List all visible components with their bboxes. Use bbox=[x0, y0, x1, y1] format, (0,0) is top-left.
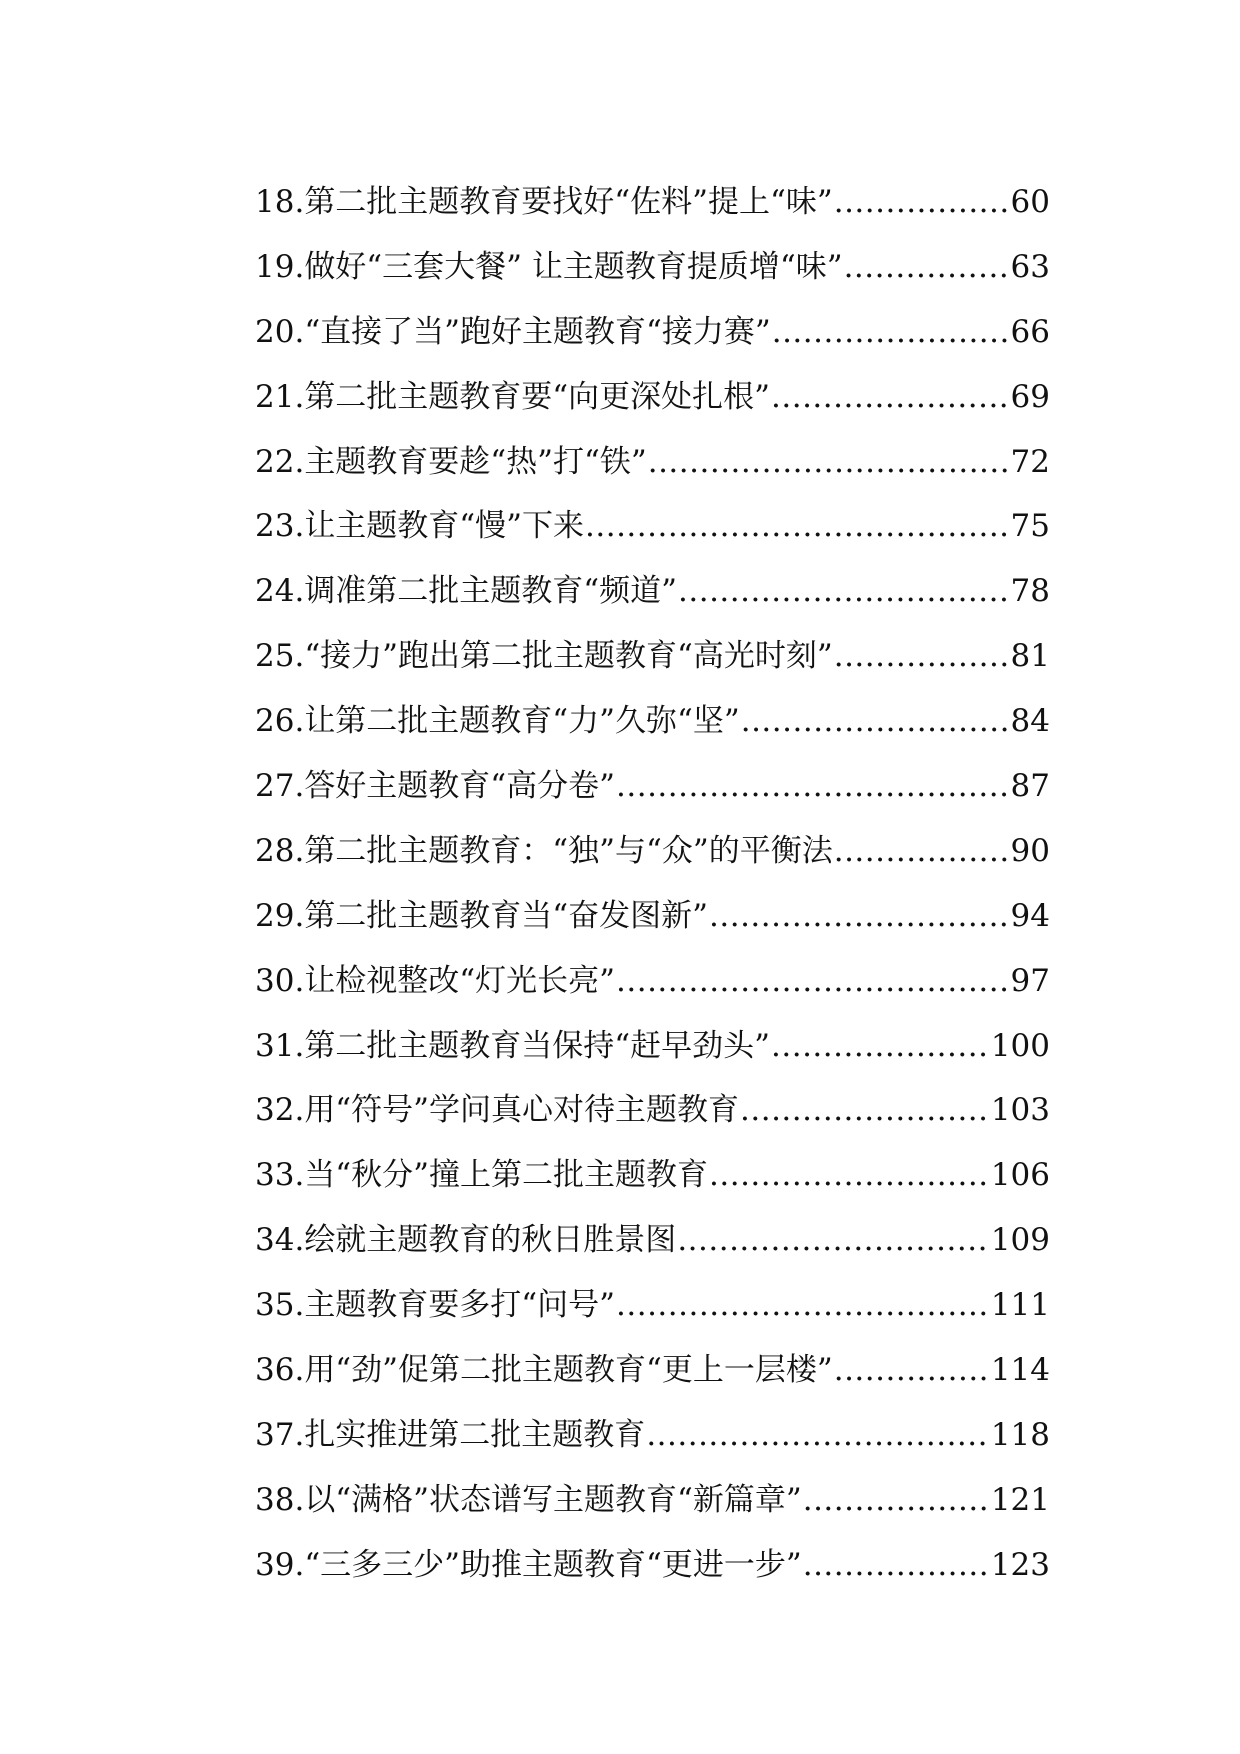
toc-dot-leader bbox=[616, 1273, 990, 1338]
toc-entry[interactable] bbox=[255, 1143, 1050, 1208]
toc-entry-page-number: 111 bbox=[990, 1287, 1050, 1324]
toc-entry-page-number: 106 bbox=[990, 1157, 1050, 1194]
toc-entry-page-number: 72 bbox=[1010, 443, 1050, 480]
toc-dot-leader bbox=[834, 819, 1010, 884]
toc-entry-page-number: 69 bbox=[1010, 378, 1050, 415]
toc-entry-title: 主题教育要趁“热”打“铁” bbox=[304, 443, 647, 480]
toc-entry[interactable] bbox=[255, 1078, 1050, 1143]
toc-entry-number: 30. bbox=[255, 962, 305, 999]
toc-entry[interactable] bbox=[255, 624, 1050, 689]
toc-entry-title: 第二批主题教育要找好“佐料”提上“味” bbox=[304, 184, 833, 220]
toc-dot-leader bbox=[803, 1533, 990, 1598]
toc-entry-title: 做好“三套大餐” 让主题教育提质增“味” bbox=[304, 248, 843, 285]
toc-entry-page-number: 81 bbox=[1010, 638, 1050, 675]
toc-entry-title: 用“符号”学问真心对待主题教育 bbox=[304, 1092, 740, 1129]
toc-entry[interactable] bbox=[255, 689, 1050, 754]
toc-entry-number: 36. bbox=[255, 1352, 305, 1389]
toc-entry[interactable] bbox=[255, 1403, 1050, 1468]
toc-entry-title: 答好主题教育“高分卷” bbox=[304, 768, 616, 805]
toc-entry-number: 23. bbox=[255, 508, 305, 545]
toc-entry-title: “接力”跑出第二批主题教育“高光时刻” bbox=[304, 638, 833, 675]
toc-entry-number: 22. bbox=[255, 443, 305, 480]
toc-entry-title: 当“秋分”撞上第二批主题教育 bbox=[304, 1157, 709, 1194]
toc-entry[interactable] bbox=[255, 754, 1050, 819]
toc-entry-page-number: 84 bbox=[1010, 703, 1050, 740]
toc-entry-title: 第二批主题教育当保持“赶早劲头” bbox=[304, 1027, 771, 1064]
toc-entry-number: 19. bbox=[255, 248, 305, 285]
toc-entry-number: 38. bbox=[255, 1481, 305, 1518]
toc-entry-number: 29. bbox=[255, 897, 305, 934]
toc-entry-page-number: 60 bbox=[1010, 184, 1050, 220]
toc-entry-page-number: 90 bbox=[1010, 832, 1050, 869]
toc-entry[interactable] bbox=[255, 559, 1050, 624]
toc-entry[interactable] bbox=[255, 1208, 1050, 1273]
toc-dot-leader bbox=[648, 430, 1010, 495]
toc-entry[interactable] bbox=[255, 300, 1050, 365]
toc-entry-page-number: 123 bbox=[990, 1546, 1050, 1583]
toc-dot-leader bbox=[803, 1468, 990, 1533]
toc-entry-title: 让第二批主题教育“力”久弥“坚” bbox=[304, 703, 740, 740]
toc-entry[interactable] bbox=[255, 1468, 1050, 1533]
toc-entry[interactable] bbox=[255, 1338, 1050, 1403]
toc-entry-number: 21. bbox=[255, 378, 305, 415]
toc-entry[interactable] bbox=[255, 1533, 1050, 1598]
toc-entry-page-number: 97 bbox=[1010, 962, 1050, 999]
toc-entry-number: 20. bbox=[255, 313, 305, 350]
toc-entry-title: 第二批主题教育：“独”与“众”的平衡法 bbox=[304, 832, 833, 869]
toc-entry-page-number: 87 bbox=[1010, 768, 1050, 805]
toc-dot-leader bbox=[709, 1143, 990, 1208]
toc-entry-number: 24. bbox=[255, 573, 305, 610]
toc-entry[interactable] bbox=[255, 430, 1050, 495]
toc-dot-leader bbox=[834, 1338, 990, 1403]
toc-dot-leader bbox=[616, 754, 1010, 819]
toc-dot-leader bbox=[709, 884, 1010, 949]
toc-entry-number: 18. bbox=[255, 184, 305, 220]
toc-entry-page-number: 121 bbox=[990, 1481, 1050, 1518]
toc-entry-number: 39. bbox=[255, 1546, 305, 1583]
toc-entry-page-number: 100 bbox=[990, 1027, 1050, 1064]
toc-entry-page-number: 103 bbox=[990, 1092, 1050, 1129]
toc-entry[interactable] bbox=[255, 1273, 1050, 1338]
toc-entry-number: 32. bbox=[255, 1092, 305, 1129]
toc-entry[interactable] bbox=[255, 365, 1050, 430]
toc-dot-leader bbox=[616, 949, 1010, 1014]
toc-entry-title: 扎实推进第二批主题教育 bbox=[304, 1416, 646, 1453]
toc-entry-page-number: 94 bbox=[1010, 897, 1050, 934]
toc-dot-leader bbox=[844, 235, 1010, 300]
toc-dot-leader bbox=[585, 494, 1010, 559]
toc-entry-title: 用“劲”促第二批主题教育“更上一层楼” bbox=[304, 1352, 833, 1389]
toc-entry-page-number: 109 bbox=[990, 1222, 1050, 1259]
toc-entry-title: 主题教育要多打“问号” bbox=[304, 1287, 616, 1324]
toc-entry[interactable] bbox=[255, 494, 1050, 559]
table-of-contents bbox=[255, 170, 1050, 1598]
toc-entry[interactable] bbox=[255, 949, 1050, 1014]
toc-entry-page-number: 118 bbox=[990, 1416, 1050, 1453]
toc-dot-leader bbox=[740, 1078, 990, 1143]
toc-entry-title: 让检视整改“灯光长亮” bbox=[304, 962, 616, 999]
toc-dot-leader bbox=[771, 365, 1010, 430]
toc-entry-title: “直接了当”跑好主题教育“接力赛” bbox=[304, 313, 771, 350]
toc-entry-title: 绘就主题教育的秋日胜景图 bbox=[304, 1222, 677, 1259]
toc-entry-number: 34. bbox=[255, 1222, 305, 1259]
toc-entry-page-number: 63 bbox=[1010, 248, 1050, 285]
toc-entry-page-number: 78 bbox=[1010, 573, 1050, 610]
toc-entry-title: 以“满格”状态谱写主题教育“新篇章” bbox=[304, 1481, 802, 1518]
toc-dot-leader bbox=[741, 689, 1010, 754]
toc-entry[interactable] bbox=[255, 819, 1050, 884]
toc-entry-number: 35. bbox=[255, 1287, 305, 1324]
toc-dot-leader bbox=[646, 1403, 990, 1468]
toc-entry[interactable] bbox=[255, 235, 1050, 300]
toc-entry[interactable] bbox=[255, 1014, 1050, 1079]
toc-entry-title: 调准第二批主题教育“频道” bbox=[304, 573, 678, 610]
toc-dot-leader bbox=[678, 559, 1010, 624]
toc-entry-number: 37. bbox=[255, 1416, 305, 1453]
toc-entry-number: 25. bbox=[255, 638, 305, 675]
toc-entry-page-number: 114 bbox=[990, 1352, 1050, 1389]
toc-entry-title: 第二批主题教育要“向更深处扎根” bbox=[304, 378, 771, 415]
toc-entry-number: 33. bbox=[255, 1157, 305, 1194]
toc-entry-page-number: 66 bbox=[1010, 313, 1050, 350]
toc-dot-leader bbox=[771, 1014, 990, 1079]
toc-entry-number: 28. bbox=[255, 832, 305, 869]
toc-entry-number: 27. bbox=[255, 768, 305, 805]
toc-dot-leader bbox=[772, 300, 1010, 365]
toc-entry-number: 31. bbox=[255, 1027, 305, 1064]
toc-entry-page-number: 75 bbox=[1010, 508, 1050, 545]
toc-entry[interactable] bbox=[255, 884, 1050, 949]
toc-entry-title: “三多三少”助推主题教育“更进一步” bbox=[304, 1546, 802, 1583]
toc-dot-leader bbox=[677, 1208, 990, 1273]
toc-entry-number: 26. bbox=[255, 703, 305, 740]
toc-dot-leader bbox=[834, 170, 1010, 235]
toc-entry-title: 第二批主题教育当“奋发图新” bbox=[304, 897, 709, 934]
toc-entry-title: 让主题教育“慢”下来 bbox=[304, 508, 585, 545]
toc-dot-leader bbox=[834, 624, 1010, 689]
toc-entry[interactable] bbox=[255, 170, 1050, 235]
